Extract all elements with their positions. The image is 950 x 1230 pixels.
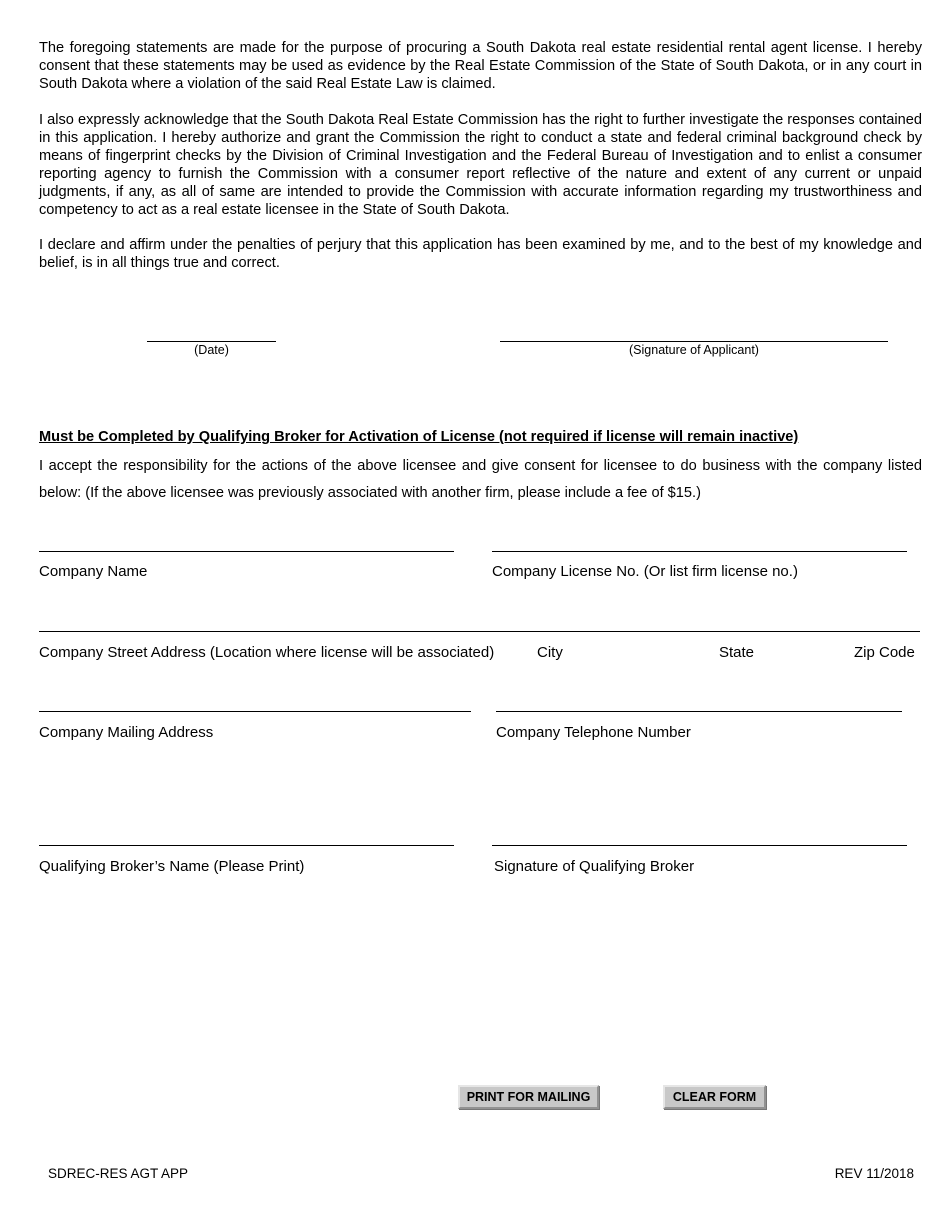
mailing-address-label: Company Mailing Address: [39, 724, 214, 741]
declare-paragraph: I declare and affirm under the penalties of perjury that this application has been examined by me, and to the best of my knowledge and belief, is in all things true and correct.: [39, 237, 922, 271]
broker-name-label: Qualifying Broker’s Name (Please Print): [39, 858, 305, 875]
city-label: City: [537, 644, 563, 661]
company-mailing-address-field[interactable]: [39, 711, 471, 712]
broker-accept-paragraph: I accept the responsibility for the actions of the above licensee and give consent for licensee to do business with the company listed below: (If the above licensee was previously associated with another firm, please include a fee of $15.): [39, 458, 922, 501]
street-address-label: Company Street Address (Location where license will be associated): [39, 644, 495, 661]
zip-code-label: Zip Code: [854, 644, 915, 661]
company-name-label: Company Name: [39, 563, 148, 580]
date-label: (Date): [194, 343, 229, 357]
broker-name-field[interactable]: [39, 845, 454, 846]
form-id: SDREC-RES AGT APP: [48, 1166, 189, 1181]
clear-form-button[interactable]: CLEAR FORM: [663, 1085, 766, 1109]
state-label: State: [719, 644, 755, 661]
date-field[interactable]: [147, 341, 276, 342]
consent-paragraph: The foregoing statements are made for the purpose of procuring a South Dakota real estate residential rental agent license. I hereby consent that these statements may be used as evidence by the Real Estate Commission of the State of South Dakota, or in any court in South Dakota where a violation of the said Real Estate Law is claimed.: [39, 40, 922, 92]
company-telephone-field[interactable]: [496, 711, 902, 712]
revision-date: REV 11/2018: [834, 1166, 914, 1181]
broker-signature-field[interactable]: [492, 845, 907, 846]
applicant-signature-label: (Signature of Applicant): [629, 343, 759, 357]
company-name-field[interactable]: [39, 551, 454, 552]
acknowledge-paragraph: I also expressly acknowledge that the South Dakota Real Estate Commission has the right to further investigate the responses contained in this application. I hereby authorize and grant the Commission the right to conduct a state and federal criminal background check by means of fingerprint checks by the Division of Criminal Investigation and the Federal Bureau of Investigation and to enlist a consumer reporting agency to furnish the Commission with a consumer report reflective of the nature and extent of any current or unpaid judgments, if any, as all of same are intended to provide the Commission with accurate information regarding my trustworthiness and competency to act as a real estate licensee in the State of South Dakota.: [39, 112, 922, 218]
telephone-label: Company Telephone Number: [496, 724, 691, 741]
company-street-address-field[interactable]: [39, 631, 920, 632]
company-license-field[interactable]: [492, 551, 907, 552]
print-for-mailing-button[interactable]: PRINT FOR MAILING: [458, 1085, 599, 1109]
broker-section-heading: Must be Completed by Qualifying Broker for Activation of License (not required if license will remain inactive): [39, 429, 799, 445]
company-license-label: Company License No. (Or list firm license no.): [492, 563, 798, 580]
applicant-signature-field[interactable]: [500, 341, 888, 342]
broker-signature-label: Signature of Qualifying Broker: [494, 858, 695, 875]
